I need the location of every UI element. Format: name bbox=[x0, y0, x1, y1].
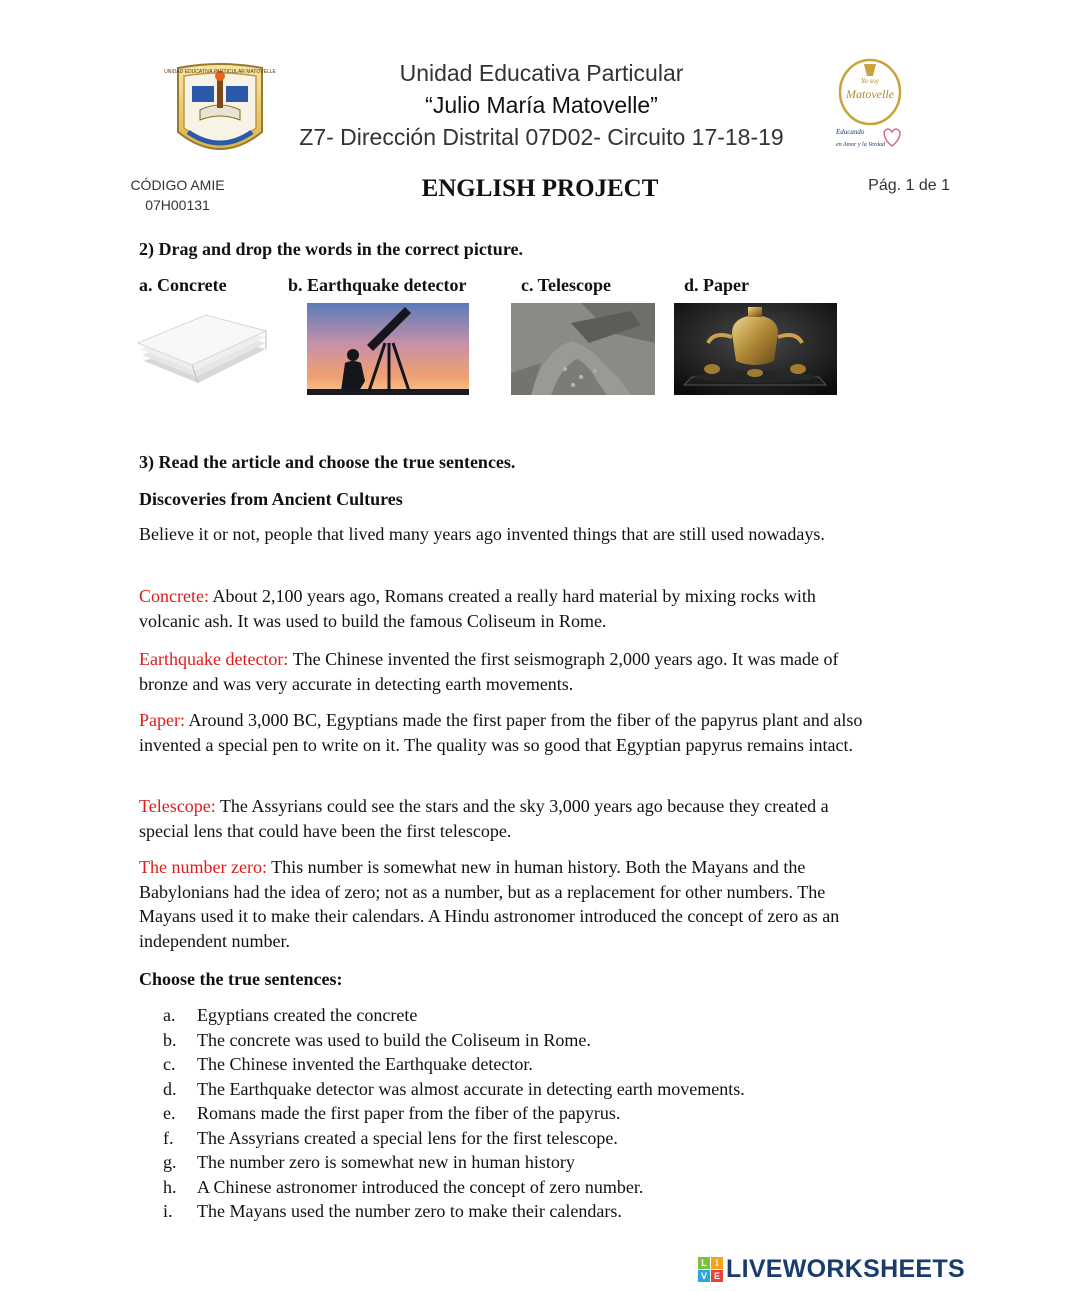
project-title: ENGLISH PROJECT bbox=[421, 175, 659, 202]
sentence-option[interactable]: b. The concrete was used to build the Coliseum in Rome. bbox=[163, 1029, 591, 1050]
article-title: Discoveries from Ancient Cultures bbox=[139, 489, 403, 509]
school-name: “Julio María Matovelle” bbox=[425, 92, 658, 118]
sentence-option[interactable]: c. The Chinese invented the Earthquake detector. bbox=[163, 1054, 533, 1074]
term-earthquake-detector: Earthquake detector: bbox=[139, 649, 289, 669]
school-type: Unidad Educativa Particular bbox=[399, 60, 684, 86]
sentence-option[interactable]: f. The Assyrians created a special lens for the first telescope. bbox=[163, 1127, 618, 1148]
sentence-option[interactable]: h. A Chinese astronomer introduced the concept of zero number. bbox=[163, 1176, 644, 1197]
svg-text:Matovelle: Matovelle bbox=[846, 87, 894, 101]
paragraph-paper: Paper: Around 3,000 BC, Egyptians made the first paper from the fiber of the papyrus plant and also invented a special pen to write on it. The quality was so good that Egyptian papyrus remains intact. bbox=[139, 710, 863, 755]
term-paper: Paper: bbox=[139, 710, 185, 730]
sentence-option[interactable]: d. The Earthquake detector was almost accurate in detecting earth movements. bbox=[163, 1078, 745, 1099]
matovelle-logo bbox=[830, 56, 910, 156]
word-earthquake-detector[interactable]: b. Earthquake detector bbox=[288, 275, 467, 295]
term-telescope: Telescope: bbox=[139, 796, 216, 816]
sentence-option[interactable]: i. The Mayans used the number zero to make their calendars. bbox=[163, 1201, 622, 1221]
amie-code: 07H00131 bbox=[145, 197, 210, 213]
page-number: Pág. 1 de 1 bbox=[868, 177, 950, 194]
svg-text:Yo soy: Yo soy bbox=[861, 77, 879, 85]
liveworksheets-logo bbox=[698, 1254, 965, 1284]
seismograph-image[interactable] bbox=[674, 303, 837, 395]
sentence-option[interactable]: g. The number zero is somewhat new in human history bbox=[163, 1152, 575, 1172]
term-number-zero: The number zero: bbox=[139, 857, 267, 877]
svg-text:UNIDAD EDUCATIVA PARTICULAR MA: UNIDAD EDUCATIVA PARTICULAR MATOVELLE bbox=[164, 69, 276, 75]
sentence-option[interactable]: e. Romans made the first paper from the fiber of the papyrus. bbox=[163, 1103, 621, 1123]
word-concrete[interactable]: a. Concrete bbox=[139, 275, 227, 295]
amie-label: CÓDIGO AMIE bbox=[130, 177, 225, 193]
sentence-option[interactable]: a. Egyptians created the concrete bbox=[163, 1005, 418, 1025]
svg-text:Educando: Educando bbox=[836, 128, 865, 136]
true-sentences-list bbox=[163, 1003, 745, 1224]
liveworksheets-badge-icon: L I V E bbox=[698, 1257, 723, 1282]
word-telescope[interactable]: c. Telescope bbox=[521, 275, 611, 295]
exercise2-instruction: 2) Drag and drop the words in the correct picture. bbox=[139, 239, 523, 259]
word-paper[interactable]: d. Paper bbox=[684, 275, 749, 295]
paragraph-concrete: Concrete: About 2,100 years ago, Romans created a really hard material by mixing rocks with volcanic ash. It was used to build the famous Coliseum in Rome. bbox=[139, 586, 816, 631]
paragraph-telescope: Telescope: The Assyrians could see the stars and the sky 3,000 years ago because they created a special lens that could have been the first telescope. bbox=[139, 796, 829, 841]
school-district: Z7- Dirección Distrital 07D02- Circuito 17-18-19 bbox=[299, 124, 784, 150]
paragraph-earthquake-detector: Earthquake detector: The Chinese invented the first seismograph 2,000 years ago. It was made of bronze and was very accurate in detecting earth movements. bbox=[139, 649, 839, 694]
choose-title: Choose the true sentences: bbox=[139, 969, 343, 989]
article-intro: Believe it or not, people that lived many years ago invented things that are still used nowadays. bbox=[139, 524, 825, 544]
liveworksheets-wordmark: LIVEWORKSHEETS bbox=[726, 1254, 965, 1283]
paper-stack-image[interactable] bbox=[136, 303, 270, 395]
term-concrete: Concrete: bbox=[139, 586, 209, 606]
paragraph-number-zero: The number zero: This number is somewhat new in human history. Both the Mayans and the Babylonians had the idea of zero; not as a number, but as a replacement for other numbers. The Mayans used it to make their calendars. A Hindu astronomer introduced the concept of zero as an independent number. bbox=[139, 857, 840, 951]
exercise3-instruction: 3) Read the article and choose the true sentences. bbox=[139, 452, 516, 472]
svg-text:en Amor y la Verdad: en Amor y la Verdad bbox=[836, 142, 885, 148]
telescope-image[interactable] bbox=[307, 303, 469, 395]
concrete-image[interactable] bbox=[511, 303, 655, 395]
